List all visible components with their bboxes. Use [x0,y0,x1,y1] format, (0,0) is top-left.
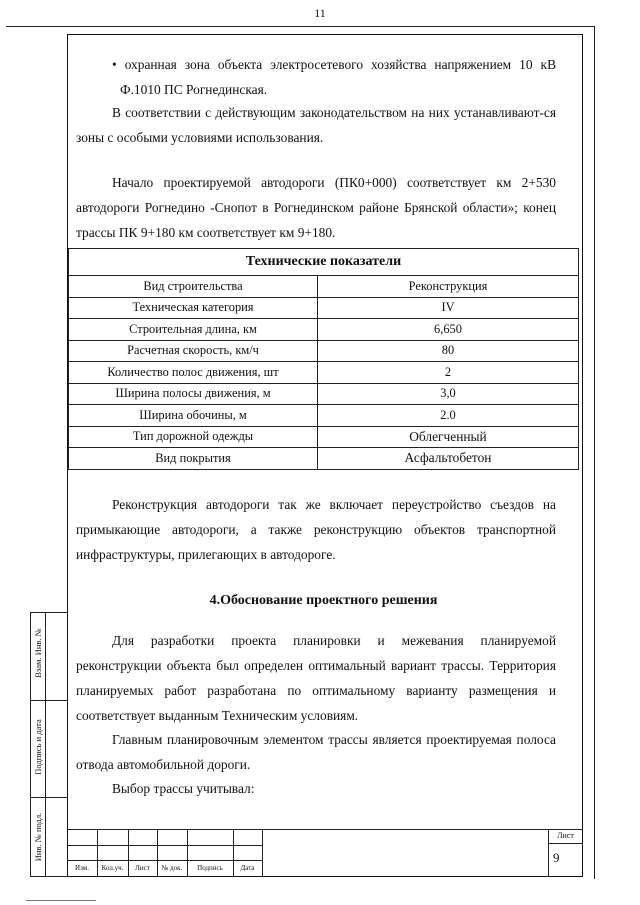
side-stamp-inv-zam: Взам. Инв. № [33,628,43,678]
paragraph-5-text: Главным планировочным элементом трассы является проектируемая полоса отвода автомобильной дороги. [76,732,556,772]
side-stamp-inv-podl: Инв. № подл. [33,812,43,862]
table-cell-value: 6,650 [318,319,579,341]
table-cell-parameter: Строительная длина, км [69,319,318,341]
stamp-label-date: Дата [240,864,255,872]
table-row [69,362,579,384]
table-cell-parameter: Ширина обочины, м [69,405,318,427]
table-cell-value: Реконструкция [318,276,579,298]
table-title: Технические показатели [69,249,579,276]
table-cell-parameter: Техническая категория [69,297,318,319]
paragraph-1 [76,100,556,150]
paragraph-6-text: Выбор трассы учитывал: [112,781,255,796]
paragraph-4-text: Для разработки проекта планировки и межевания планируемой реконструкции объекта был определен оптимальный вариант трассы. Территория планируемых работ разработана по оптимальному варианту размещения и соответствует выданным Техническим условиям. [76,633,556,723]
paragraph-4 [76,628,556,728]
paragraph-6 [76,776,556,801]
table-cell-value: IV [318,297,579,319]
table-cell-parameter: Тип дорожной одежды [69,426,318,448]
sheet-number: 9 [553,850,560,865]
table-row [69,276,579,298]
table-cell-parameter: Вид покрытия [69,448,318,470]
table-cell-value: 80 [318,340,579,362]
table-row [69,448,579,470]
table-cell-parameter: Количество полос движения, шт [69,362,318,384]
technical-indicators-table [68,248,579,470]
bullet-text: • охранная зона объекта электросетевого хозяйства напряжением 10 кВ Ф.1010 ПС Рогнединская. [112,57,556,97]
table-cell-parameter: Вид строительства [69,276,318,298]
table-row [69,319,579,341]
table-row [69,405,579,427]
paragraph-5 [76,727,556,777]
table-row [69,383,579,405]
paragraph-3-text: Реконструкция автодороги так же включает переустройство съездов на примыкающие автодороги, а также реконструкцию объектов транспортной инфраструктуры, прилегающих в автодороге. [76,497,556,562]
paragraph-3 [76,492,556,567]
stamp-label-kol-uch: Кол.уч. [101,864,124,872]
stamp-label-doc-no: № док. [161,864,183,872]
stamp-label-signature: Подпись [197,864,223,872]
table-cell-value: Асфальтобетон [318,448,579,470]
paragraph-2-text: Начало проектируемой автодороги (ПК0+000) соответствует км 2+530 автодороги Рогнедино -Снопот в Рогнединском районе Брянской области»; конец трассы ПК 9+180 км соответствует км 9+180. [76,175,556,240]
table-cell-parameter: Расчетная скорость, км/ч [69,340,318,362]
table-cell-parameter: Ширина полосы движения, м [69,383,318,405]
paragraph-1-text: В соответствии с действующим законодательством на них устанавливают-ся зоны с особыми условиями использования. [76,105,556,145]
table-row [69,340,579,362]
scan-edge-line [26,900,96,901]
table-row [69,426,579,448]
side-stamp-sign-date: Подпись и дата [33,719,43,775]
section-heading: 4.Обоснование проектного решения [209,593,438,608]
sheet-label: Лист [557,831,574,840]
table-cell-value: 2.0 [318,405,579,427]
table-row [69,297,579,319]
table-cell-value: 2 [318,362,579,384]
page-number-top: 11 [314,6,326,20]
table-cell-value: Облегченный [318,426,579,448]
paragraph-2 [76,170,556,245]
table-cell-value: 3,0 [318,383,579,405]
stamp-label-list: Лист [135,864,150,872]
bullet-item [112,52,556,102]
stamp-label-izm: Изм. [75,864,89,872]
